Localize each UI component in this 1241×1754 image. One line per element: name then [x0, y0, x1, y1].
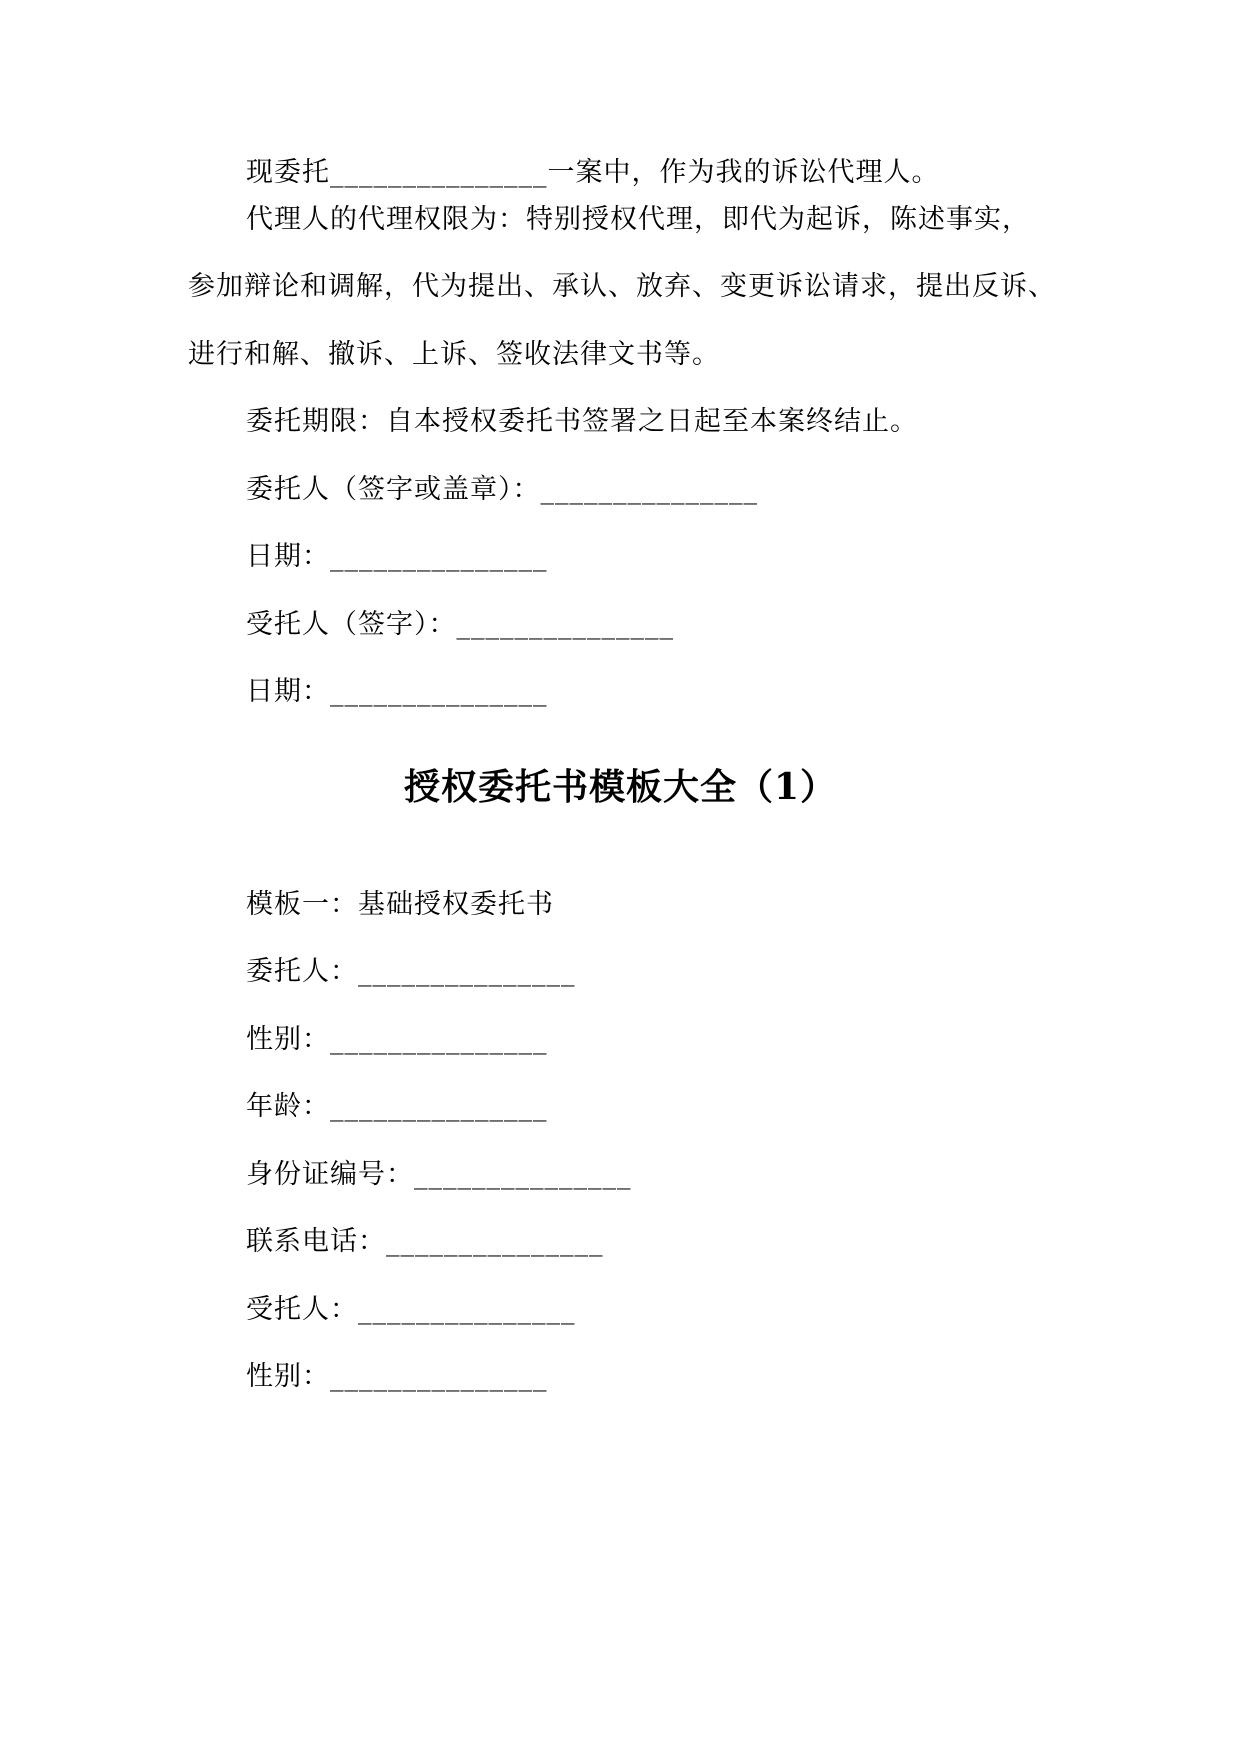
entrust-case-line: 现委托_______________一案中，作为我的诉讼代理人。 [246, 157, 940, 188]
template-heading: 模板一：基础授权委托书 [246, 889, 554, 920]
section-title: 授权委托书模板大全（1） [403, 766, 838, 808]
principal-name-field: 委托人：_______________ [246, 956, 576, 987]
entrust-period-line: 委托期限：自本授权委托书签署之日起至本案终结止。 [246, 406, 918, 437]
principal-date-line: 日期：_______________ [246, 541, 548, 572]
agent-gender-field: 性别：_______________ [246, 1361, 548, 1392]
principal-signature-line: 委托人（签字或盖章）：_______________ [246, 474, 758, 505]
agent-name-field: 受托人：_______________ [246, 1294, 576, 1325]
principal-age-field: 年龄：_______________ [246, 1091, 548, 1122]
agent-date-line: 日期：_______________ [246, 676, 548, 707]
authority-scope-line-3: 进行和解、撤诉、上诉、签收法律文书等。 [188, 339, 720, 370]
principal-phone-field: 联系电话：_______________ [246, 1226, 604, 1257]
authority-scope-line-1: 代理人的代理权限为：特别授权代理，即代为起诉，陈述事实， [246, 204, 1030, 235]
principal-id-field: 身份证编号：_______________ [246, 1159, 632, 1190]
authority-scope-line-2: 参加辩论和调解，代为提出、承认、放弃、变更诉讼请求，提出反诉、 [188, 271, 1056, 302]
agent-signature-line: 受托人（签字）：_______________ [246, 609, 674, 640]
principal-gender-field: 性别：_______________ [246, 1024, 548, 1055]
